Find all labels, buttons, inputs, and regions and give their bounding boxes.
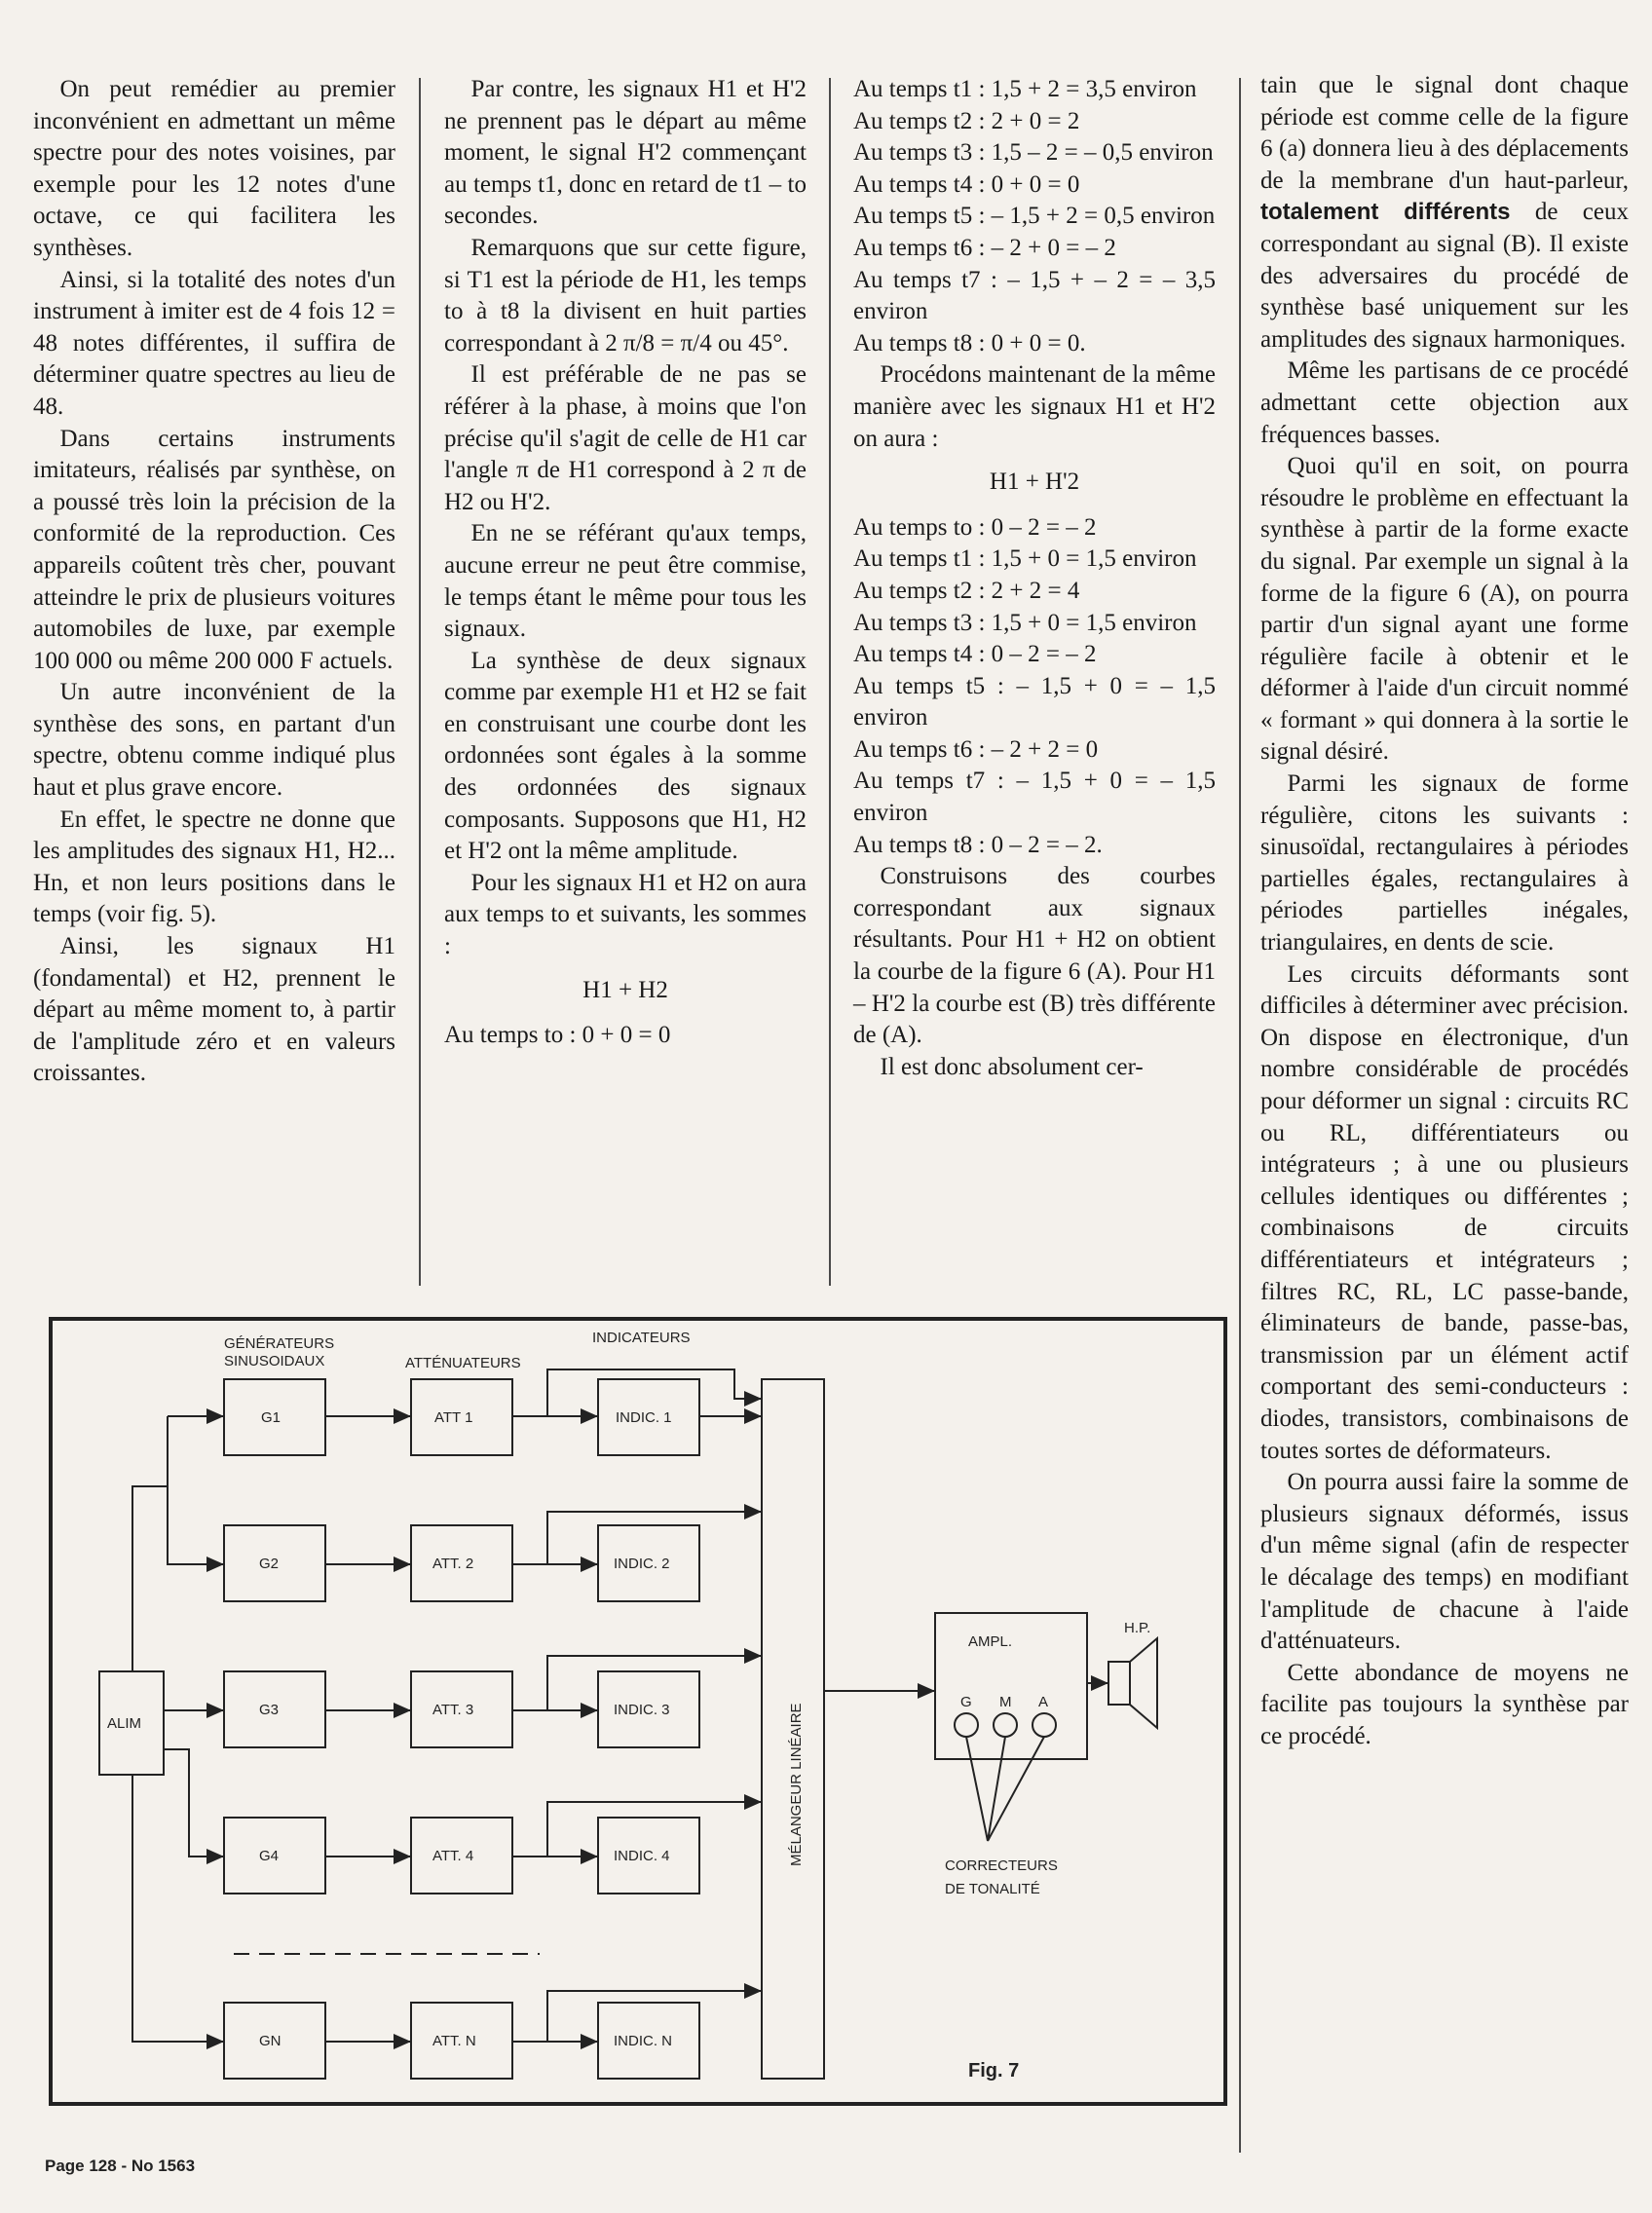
figure-caption: Fig. 7 xyxy=(968,2060,1020,2082)
paragraph: Ainsi, les signaux H1 (fondamental) et H2, prennent le départ au même moment to, à partir de l'amplitude zéro et en valeurs croissantes. xyxy=(33,933,395,1087)
column-rule-2 xyxy=(829,78,831,1286)
indicator-label: INDIC. 4 xyxy=(614,1848,670,1864)
attenuators-heading: ATTÉNUATEURS xyxy=(405,1355,521,1371)
diagram-svg xyxy=(53,1321,1223,2102)
attenuator-label: ATT. 2 xyxy=(432,1556,474,1572)
amplifier-label: AMPL. xyxy=(968,1633,1013,1650)
tone-m-label: M xyxy=(999,1694,1012,1710)
sum-line: Au temps t8 : 0 – 2 = – 2. xyxy=(853,831,1103,858)
tone-g-label: G xyxy=(960,1694,972,1710)
paragraph: Un autre inconvénient de la synthèse des sons, en partant d'un spectre, obtenu comme indiqué plus haut et plus grave encore. xyxy=(33,679,395,802)
sum-line: Au temps t5 : – 1,5 + 0 = – 1,5 environ xyxy=(853,672,1216,731)
paragraph: Construisons des courbes correspondant aux signaux résultants. Pour H1 + H2 on obtient la courbe de la figure 6 (A). Pour H1 – H'2 la courbe est (B) très différente de (A). xyxy=(853,863,1216,1049)
alim-label: ALIM xyxy=(107,1715,142,1732)
paragraph: Il est donc absolument cer- xyxy=(880,1053,1144,1080)
paragraph: En effet, le spectre ne donne que les amplitudes des signaux H1, H2... Hn, et non leurs positions dans le temps (voir fig. 5). xyxy=(33,806,395,928)
attenuator-label: ATT. 4 xyxy=(432,1848,474,1864)
paragraph: Les circuits déformants sont difficiles à déterminer avec précision. On dispose en électronique, d'un nombre considérable de procédés pour déformer un signal : circuits RC ou RL, différentiateurs ou intégrateurs ; à une ou plusieurs cellules identiques ou différentes ; combinaisons de circuits différentiateurs et intégrateurs ; filtres RC, RL, LC passe-bande, éliminateurs de bande, passe-bas, transmission par un élément actif comportant des semi-conducteurs : diodes, transistors, combinaisons de toutes sortes de déformateurs. xyxy=(1260,960,1629,1464)
text-run: tain que le signal dont chaque période est comme celle de la figure 6 (a) donnera lieu à des déplacements de la membrane d'un haut-parleur, xyxy=(1260,72,1629,194)
sum-line: Au temps t8 : 0 + 0 = 0. xyxy=(853,329,1086,356)
paragraph: Même les partisans de ce procédé admettant cette objection aux fréquences basses. xyxy=(1260,357,1629,448)
generator-label: G3 xyxy=(259,1702,280,1718)
tone-correctors-label-2: DE TONALITÉ xyxy=(945,1881,1040,1897)
paragraph: Ainsi, si la totalité des notes d'un instrument à imiter est de 4 fois 12 = 48 notes différentes, il suffira de déterminer quatre spectres au lieu de 48. xyxy=(33,266,395,420)
tone-knob-m xyxy=(994,1713,1017,1737)
text-run: de ceux correspondant au signal (B). Il existe des adversaires du procédé de synthèse basé uniquement sur les amplitudes des signaux harmoniques. xyxy=(1260,199,1629,353)
sum-line: Au temps t3 : 1,5 – 2 = – 0,5 environ xyxy=(853,139,1214,167)
speaker-label: H.P. xyxy=(1124,1620,1151,1636)
article-column-3 xyxy=(853,74,1216,1083)
paragraph: En ne se référant qu'aux temps, aucune erreur ne peut être commise, le temps étant le même pour tous les signaux. xyxy=(444,520,807,643)
sum-line: Au temps t7 : – 1,5 + 0 = – 1,5 environ xyxy=(853,768,1216,827)
generator-label: G1 xyxy=(261,1409,282,1426)
formula-h1-h2-prime: H1 + H'2 xyxy=(989,469,1080,496)
indicator-label: INDIC. 1 xyxy=(616,1409,672,1426)
mixer-label: MÉLANGEUR LINÉAIRE xyxy=(788,1703,805,1866)
paragraph: Quoi qu'il en soit, on pourra résoudre le problème en effectuant la synthèse à partir de la forme exacte du signal. Par exemple un signal à la forme de la figure 6 (A), on pourra partir d'un signal ayant une forme régulière facile à obtenir et le déformer à l'aide d'un circuit nommé « formant » qui donnera à la sortie le signal désiré. xyxy=(1260,453,1629,766)
tone-a-label: A xyxy=(1038,1694,1049,1710)
column-rule-3 xyxy=(1239,78,1241,2153)
paragraph: Parmi les signaux de forme régulière, citons les suivants : sinusoïdal, rectangulaires à périodes partielles égales, rectangulaires à périodes partielles inégales, triangulaires, en dents de scie. xyxy=(1260,770,1629,956)
sum-line: Au temps t5 : – 1,5 + 2 = 0,5 environ xyxy=(853,203,1216,230)
attenuator-label: ATT. 3 xyxy=(432,1702,474,1718)
sum-line: Au temps t6 : – 2 + 2 = 0 xyxy=(853,735,1099,763)
sum-line: Au temps t2 : 2 + 2 = 4 xyxy=(853,577,1080,604)
column-rule-1 xyxy=(419,78,421,1286)
generator-label: G4 xyxy=(259,1848,280,1864)
indicators-heading: INDICATEURS xyxy=(592,1330,691,1346)
sum-line: Au temps t1 : 1,5 + 2 = 3,5 environ xyxy=(853,76,1197,102)
sum-line: Au temps t1 : 1,5 + 0 = 1,5 environ xyxy=(853,545,1197,573)
attenuator-label: ATT. N xyxy=(432,2033,476,2049)
generator-label: G2 xyxy=(259,1556,280,1572)
article-column-2 xyxy=(444,74,807,1052)
speaker-magnet xyxy=(1108,1662,1130,1705)
sum-line: Au temps to : 0 + 0 = 0 xyxy=(444,1022,671,1049)
indicator-label: INDIC. N xyxy=(614,2033,672,2049)
page-footer: Page 128 - No 1563 xyxy=(45,2157,196,2175)
paragraph: Il est préférable de ne pas se référer à la phase, à moins que l'on précise qu'il s'agit de celle de H1 car l'angle π de H1 correspond à 2 π de H2 ou H'2. xyxy=(444,361,807,515)
generator-label: GN xyxy=(259,2033,282,2049)
paragraph: Procédons maintenant de la même manière avec les signaux H1 et H'2 on aura : xyxy=(853,361,1216,452)
generators-heading-2: SINUSOIDAUX xyxy=(224,1353,325,1369)
paragraph: Dans certains instruments imitateurs, réalisés par synthèse, on a poussé très loin la précision de la conformité de la reproduction. Ces appareils coûtent très cher, pouvant atteindre le prix de plusieurs voitures automobiles de luxe, par exemple 100 000 ou même 200 000 F actuels. xyxy=(33,425,395,674)
tone-knob-a xyxy=(1032,1713,1056,1737)
sum-line: Au temps to : 0 – 2 = – 2 xyxy=(853,513,1097,541)
paragraph: Remarquons que sur cette figure, si T1 est la période de H1, les temps to à t8 la divisent en huit parties correspondant à 2 π/8 = π/4 ou 45°. xyxy=(444,234,807,356)
sum-line: Au temps t3 : 1,5 + 0 = 1,5 environ xyxy=(853,609,1197,636)
article-column-1 xyxy=(33,74,395,1090)
sum-line: Au temps t7 : – 1,5 + – 2 = – 3,5 environ xyxy=(853,266,1216,325)
paragraph: La synthèse de deux signaux comme par exemple H1 et H2 se fait en construisant une courbe dont les ordonnées sont égales à la somme des ordonnées des signaux composants. Supposons que H1, H2 et H'2 ont la même amplitude. xyxy=(444,647,807,865)
paragraph: Pour les signaux H1 et H2 on aura aux temps to et suivants, les sommes : xyxy=(444,869,807,960)
sum-line: Au temps t4 : 0 + 0 = 0 xyxy=(853,170,1080,198)
indicator-label: INDIC. 2 xyxy=(614,1556,670,1572)
sum-line: Au temps t6 : – 2 + 0 = – 2 xyxy=(853,234,1116,261)
article-column-4 xyxy=(1260,70,1629,1752)
paragraph: On pourra aussi faire la somme de plusieurs signaux déformés, issus d'un même signal (afin de respecter le décalage des temps) en modifiant l'amplitude de chacune à l'aide d'atténuateurs. xyxy=(1260,1469,1629,1655)
paragraph xyxy=(1260,70,1629,356)
attenuator-label: ATT 1 xyxy=(434,1409,473,1426)
formula-h1-h2: H1 + H2 xyxy=(582,976,668,1003)
tone-knob-g xyxy=(955,1713,978,1737)
sum-line: Au temps t2 : 2 + 0 = 2 xyxy=(853,107,1080,134)
paragraph: Cette abondance de moyens ne facilite pas toujours la synthèse par ce procédé. xyxy=(1260,1659,1629,1749)
figure-7-block-diagram xyxy=(49,1317,1227,2106)
indicator-label: INDIC. 3 xyxy=(614,1702,670,1718)
generators-heading: GÉNÉRATEURS xyxy=(224,1335,335,1352)
paragraph: On peut remédier au premier inconvénient en admettant un même spectre pour des notes voisines, par exemple pour les 12 notes d'une octave, ce qui facilitera les synthèses. xyxy=(33,76,395,261)
speaker-icon xyxy=(1130,1638,1157,1728)
bold-text: totalement différents xyxy=(1260,199,1511,226)
sum-line: Au temps t4 : 0 – 2 = – 2 xyxy=(853,641,1097,668)
tone-correctors-label: CORRECTEURS xyxy=(945,1857,1058,1874)
paragraph: Par contre, les signaux H1 et H'2 ne prennent pas le départ au même moment, le signal H'2 commençant au temps t1, donc en retard de t1 – to secondes. xyxy=(444,76,807,230)
